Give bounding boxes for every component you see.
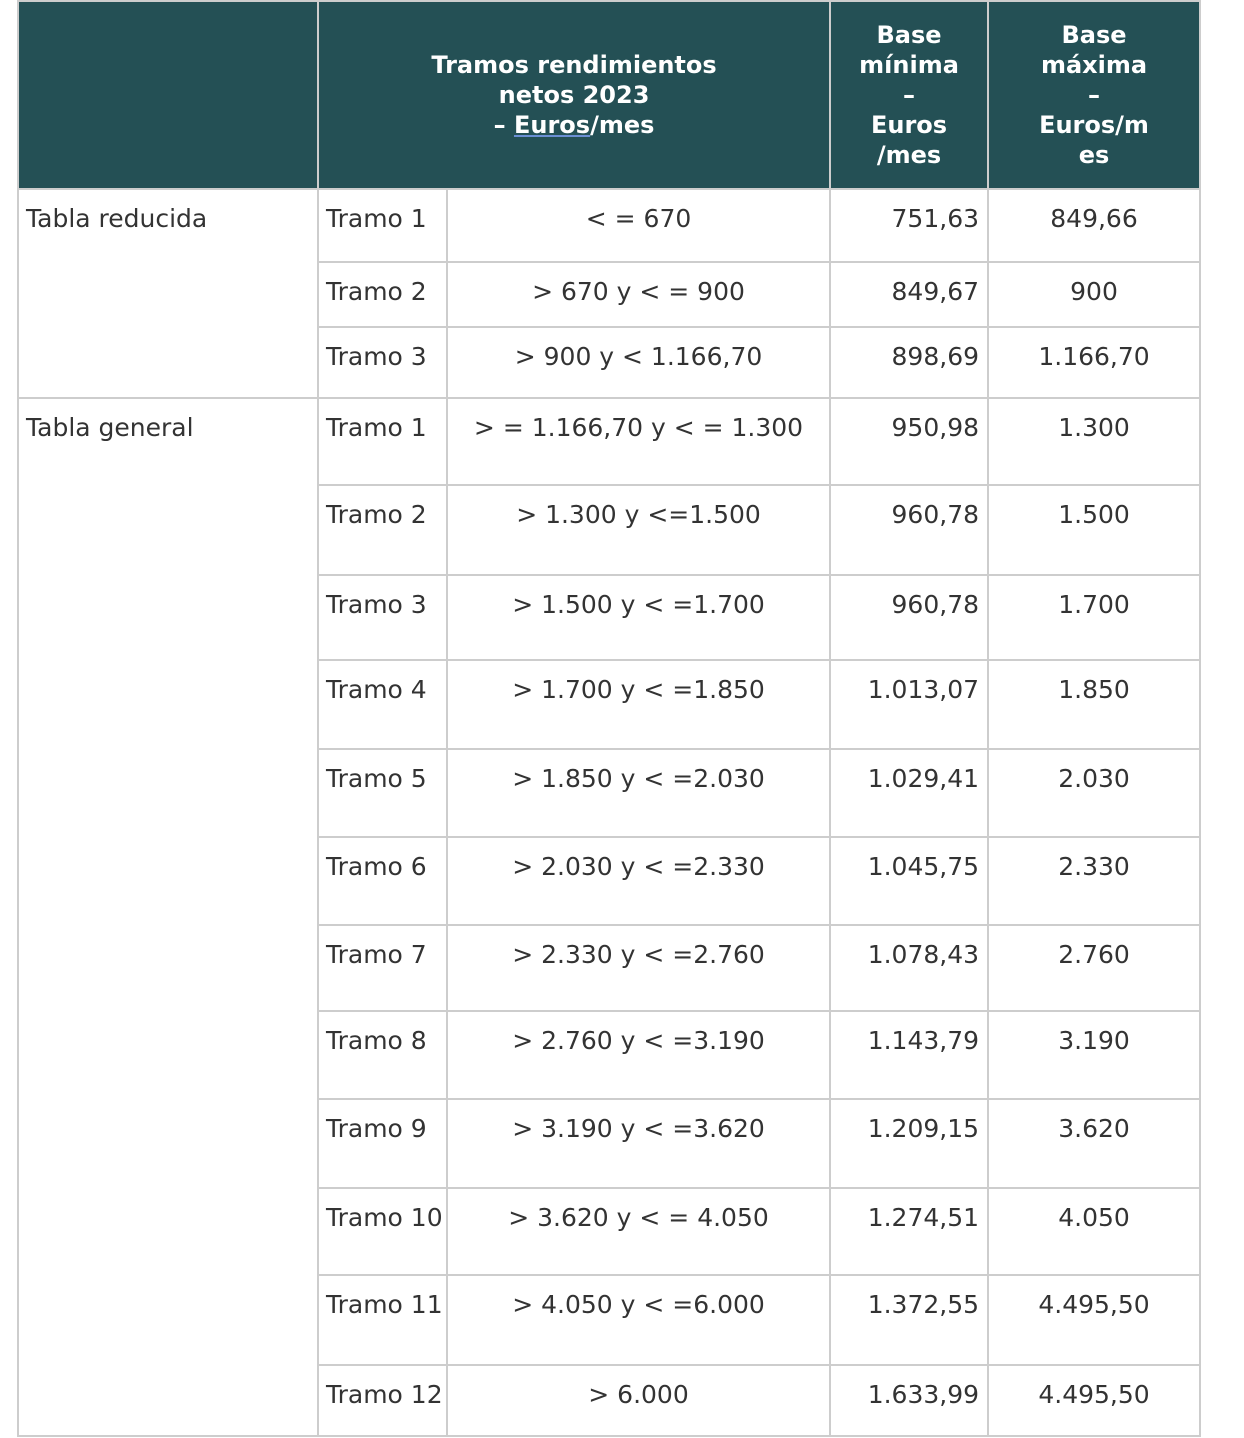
tramo-label: Tramo 5 bbox=[318, 749, 447, 837]
header-empty-cell bbox=[18, 1, 318, 189]
range-cell: > 2.760 y < =3.190 bbox=[447, 1011, 830, 1099]
base-min-cell: 1.143,79 bbox=[830, 1011, 988, 1099]
base-min-cell: 849,67 bbox=[830, 262, 988, 327]
header-tramos-line2: netos 2023 bbox=[498, 81, 650, 109]
base-min-cell: 1.274,51 bbox=[830, 1188, 988, 1275]
range-cell: < = 670 bbox=[447, 189, 830, 262]
base-max-cell: 4.495,50 bbox=[988, 1365, 1200, 1436]
tramo-label: Tramo 12 bbox=[318, 1365, 447, 1436]
table-header-row bbox=[18, 1, 1200, 189]
group-label: Tabla reducida bbox=[18, 189, 318, 398]
base-max-cell: 3.620 bbox=[988, 1099, 1200, 1188]
base-max-cell: 1.850 bbox=[988, 660, 1200, 749]
header-base-minima-label: Base mínima – Euros /mes bbox=[859, 21, 959, 169]
range-cell: > 2.030 y < =2.330 bbox=[447, 837, 830, 925]
header-base-maxima-label: Base máxima – Euros/m es bbox=[1039, 21, 1149, 169]
base-min-cell: 1.029,41 bbox=[830, 749, 988, 837]
base-min-cell: 1.045,75 bbox=[830, 837, 988, 925]
tramo-label: Tramo 10 bbox=[318, 1188, 447, 1275]
base-max-cell: 1.166,70 bbox=[988, 327, 1200, 398]
range-cell: > 1.700 y < =1.850 bbox=[447, 660, 830, 749]
base-max-cell: 2.760 bbox=[988, 925, 1200, 1011]
base-min-cell: 751,63 bbox=[830, 189, 988, 262]
header-tramos-line3 bbox=[319, 110, 829, 140]
base-max-cell: 1.500 bbox=[988, 485, 1200, 575]
contribution-brackets-table bbox=[17, 0, 1201, 1437]
tramo-label: Tramo 4 bbox=[318, 660, 447, 749]
base-max-cell: 2.330 bbox=[988, 837, 1200, 925]
base-max-cell: 4.050 bbox=[988, 1188, 1200, 1275]
tramo-label: Tramo 1 bbox=[318, 398, 447, 485]
range-cell: > 900 y < 1.166,70 bbox=[447, 327, 830, 398]
base-min-cell: 960,78 bbox=[830, 575, 988, 660]
range-cell: > 1.500 y < =1.700 bbox=[447, 575, 830, 660]
base-max-cell: 1.700 bbox=[988, 575, 1200, 660]
tramo-label: Tramo 2 bbox=[318, 485, 447, 575]
tramo-label: Tramo 2 bbox=[318, 262, 447, 327]
tramo-label: Tramo 1 bbox=[318, 189, 447, 262]
base-min-cell: 1.013,07 bbox=[830, 660, 988, 749]
base-max-cell: 849,66 bbox=[988, 189, 1200, 262]
base-min-cell: 1.078,43 bbox=[830, 925, 988, 1011]
range-cell: > 3.190 y < =3.620 bbox=[447, 1099, 830, 1188]
range-cell: > 1.300 y <=1.500 bbox=[447, 485, 830, 575]
base-max-cell: 3.190 bbox=[988, 1011, 1200, 1099]
base-max-cell: 2.030 bbox=[988, 749, 1200, 837]
base-max-cell: 1.300 bbox=[988, 398, 1200, 485]
header-tramos-unit: /mes bbox=[590, 111, 655, 139]
tramo-label: Tramo 11 bbox=[318, 1275, 447, 1365]
base-max-cell: 4.495,50 bbox=[988, 1275, 1200, 1365]
range-cell: > = 1.166,70 y < = 1.300 bbox=[447, 398, 830, 485]
header-tramos-line1: Tramos rendimientos bbox=[431, 51, 717, 79]
range-cell: > 4.050 y < =6.000 bbox=[447, 1275, 830, 1365]
tramo-label: Tramo 7 bbox=[318, 925, 447, 1011]
tramo-label: Tramo 6 bbox=[318, 837, 447, 925]
base-min-cell: 960,78 bbox=[830, 485, 988, 575]
range-cell: > 1.850 y < =2.030 bbox=[447, 749, 830, 837]
tramo-label: Tramo 3 bbox=[318, 575, 447, 660]
header-base-maxima bbox=[988, 1, 1200, 189]
base-min-cell: 898,69 bbox=[830, 327, 988, 398]
range-cell: > 6.000 bbox=[447, 1365, 830, 1436]
base-min-cell: 950,98 bbox=[830, 398, 988, 485]
tramo-label: Tramo 9 bbox=[318, 1099, 447, 1188]
base-min-cell: 1.633,99 bbox=[830, 1365, 988, 1436]
header-base-minima bbox=[830, 1, 988, 189]
table-row bbox=[18, 189, 1200, 262]
tramo-label: Tramo 3 bbox=[318, 327, 447, 398]
base-min-cell: 1.209,15 bbox=[830, 1099, 988, 1188]
euros-link[interactable]: Euros bbox=[513, 111, 591, 139]
range-cell: > 670 y < = 900 bbox=[447, 262, 830, 327]
range-cell: > 2.330 y < =2.760 bbox=[447, 925, 830, 1011]
base-max-cell: 900 bbox=[988, 262, 1200, 327]
group-label: Tabla general bbox=[18, 398, 318, 1436]
tramo-label: Tramo 8 bbox=[318, 1011, 447, 1099]
table-row bbox=[18, 398, 1200, 485]
range-cell: > 3.620 y < = 4.050 bbox=[447, 1188, 830, 1275]
header-tramos bbox=[318, 1, 830, 189]
header-tramos-dash: – bbox=[493, 111, 514, 139]
base-min-cell: 1.372,55 bbox=[830, 1275, 988, 1365]
